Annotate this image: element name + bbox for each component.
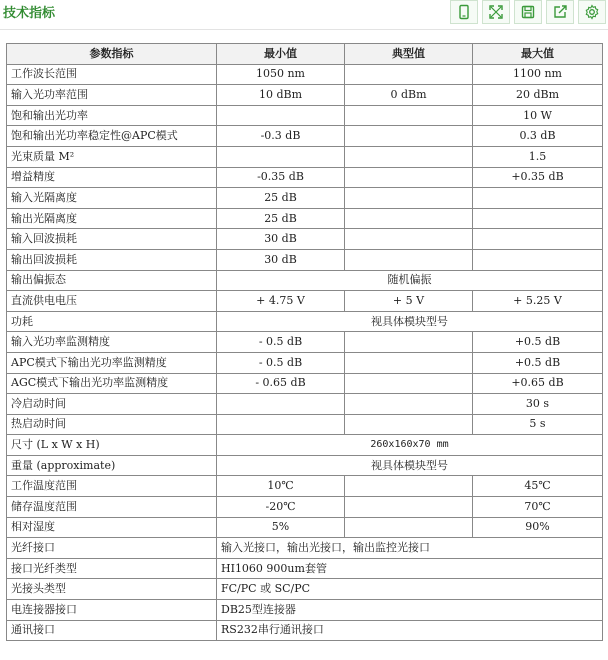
table-row xyxy=(7,579,603,600)
section-title: 技术指标 xyxy=(3,6,56,21)
param-cell: 输出光隔离度 xyxy=(7,208,217,229)
typ-value-cell xyxy=(345,188,473,209)
param-cell: 相对湿度 xyxy=(7,517,217,538)
table-row xyxy=(7,270,603,291)
header-max: 最大值 xyxy=(473,44,603,65)
typ-value-cell xyxy=(345,146,473,167)
merged-value-cell: RS232串行通讯接口 xyxy=(217,620,603,641)
table-row xyxy=(7,167,603,188)
typ-value-cell xyxy=(345,105,473,126)
param-cell: 储存温度范围 xyxy=(7,497,217,518)
min-value-cell: 10℃ xyxy=(217,476,345,497)
table-row xyxy=(7,208,603,229)
max-value-cell xyxy=(473,208,603,229)
typ-value-cell xyxy=(345,476,473,497)
min-value-cell: 1050 nm xyxy=(217,64,345,85)
param-cell: 工作波长范围 xyxy=(7,64,217,85)
header-bar xyxy=(0,0,608,26)
param-cell: 光纤接口 xyxy=(7,538,217,559)
typ-value-cell xyxy=(345,167,473,188)
table-row xyxy=(7,600,603,621)
table-row xyxy=(7,249,603,270)
table-row xyxy=(7,517,603,538)
typ-value-cell xyxy=(345,332,473,353)
table-row xyxy=(7,476,603,497)
max-value-cell: 45℃ xyxy=(473,476,603,497)
min-value-cell: 5% xyxy=(217,517,345,538)
min-value-cell: -0.35 dB xyxy=(217,167,345,188)
table-row xyxy=(7,558,603,579)
param-cell: 工作温度范围 xyxy=(7,476,217,497)
max-value-cell: 0.3 dB xyxy=(473,126,603,147)
table-row xyxy=(7,620,603,641)
table-header-row xyxy=(7,44,603,65)
mobile-view-button[interactable] xyxy=(450,0,478,24)
table-row xyxy=(7,311,603,332)
table-row xyxy=(7,85,603,106)
merged-value-cell: 随机偏振 xyxy=(217,270,603,291)
merged-value-cell: 视具体模块型号 xyxy=(217,455,603,476)
min-value-cell xyxy=(217,146,345,167)
table-row xyxy=(7,332,603,353)
table-row xyxy=(7,435,603,456)
typ-value-cell: 0 dBm xyxy=(345,85,473,106)
typ-value-cell xyxy=(345,517,473,538)
mobile-icon xyxy=(456,4,472,20)
min-value-cell xyxy=(217,105,345,126)
merged-value-cell: FC/PC 或 SC/PC xyxy=(217,579,603,600)
param-cell: 冷启动时间 xyxy=(7,394,217,415)
param-cell: 输入光隔离度 xyxy=(7,188,217,209)
min-value-cell: 30 dB xyxy=(217,249,345,270)
max-value-cell: 1.5 xyxy=(473,146,603,167)
min-value-cell xyxy=(217,414,345,435)
fullscreen-button[interactable] xyxy=(482,0,510,24)
table-row xyxy=(7,538,603,559)
header-typ: 典型值 xyxy=(345,44,473,65)
typ-value-cell xyxy=(345,373,473,394)
table-row xyxy=(7,105,603,126)
share-icon xyxy=(552,4,568,20)
typ-value-cell: + 5 V xyxy=(345,291,473,312)
max-value-cell: +0.5 dB xyxy=(473,352,603,373)
param-cell: 饱和输出光功率稳定性@APC模式 xyxy=(7,126,217,147)
param-cell: 增益精度 xyxy=(7,167,217,188)
table-row xyxy=(7,455,603,476)
max-value-cell xyxy=(473,188,603,209)
typ-value-cell xyxy=(345,497,473,518)
param-cell: 输入光功率范围 xyxy=(7,85,217,106)
min-value-cell: - 0.5 dB xyxy=(217,352,345,373)
max-value-cell: +0.35 dB xyxy=(473,167,603,188)
max-value-cell xyxy=(473,249,603,270)
merged-value-cell: DB25型连接器 xyxy=(217,600,603,621)
param-cell: 输入光功率监测精度 xyxy=(7,332,217,353)
min-value-cell: 25 dB xyxy=(217,188,345,209)
table-row xyxy=(7,373,603,394)
param-cell: 输出偏振态 xyxy=(7,270,217,291)
table-row xyxy=(7,394,603,415)
param-cell: 通讯接口 xyxy=(7,620,217,641)
table-row xyxy=(7,188,603,209)
table-row xyxy=(7,146,603,167)
param-cell: 饱和输出光功率 xyxy=(7,105,217,126)
typ-value-cell xyxy=(345,229,473,250)
table-row xyxy=(7,229,603,250)
typ-value-cell xyxy=(345,414,473,435)
typ-value-cell xyxy=(345,64,473,85)
max-value-cell: 90% xyxy=(473,517,603,538)
fullscreen-icon xyxy=(488,4,504,20)
table-row xyxy=(7,497,603,518)
typ-value-cell xyxy=(345,249,473,270)
min-value-cell: -20℃ xyxy=(217,497,345,518)
max-value-cell: 70℃ xyxy=(473,497,603,518)
save-button[interactable] xyxy=(514,0,542,24)
settings-button[interactable] xyxy=(578,0,606,24)
typ-value-cell xyxy=(345,394,473,415)
param-cell: 重量 (approximate) xyxy=(7,455,217,476)
param-cell: 尺寸 (L x W x H) xyxy=(7,435,217,456)
param-cell: 输入回波损耗 xyxy=(7,229,217,250)
param-cell: 光接头类型 xyxy=(7,579,217,600)
max-value-cell: 10 W xyxy=(473,105,603,126)
max-value-cell xyxy=(473,229,603,250)
min-value-cell: 30 dB xyxy=(217,229,345,250)
max-value-cell: 20 dBm xyxy=(473,85,603,106)
min-value-cell: - 0.65 dB xyxy=(217,373,345,394)
param-cell: 热启动时间 xyxy=(7,414,217,435)
param-cell: AGC模式下输出光功率监测精度 xyxy=(7,373,217,394)
min-value-cell xyxy=(217,394,345,415)
min-value-cell: -0.3 dB xyxy=(217,126,345,147)
min-value-cell: + 4.75 V xyxy=(217,291,345,312)
max-value-cell: 1100 nm xyxy=(473,64,603,85)
toolbar xyxy=(446,0,606,24)
merged-value-cell: 输入光接口，输出光接口，输出监控光接口 xyxy=(217,538,603,559)
max-value-cell: +0.5 dB xyxy=(473,332,603,353)
typ-value-cell xyxy=(345,352,473,373)
param-cell: 电连接器接口 xyxy=(7,600,217,621)
table-row xyxy=(7,414,603,435)
header-divider xyxy=(0,29,608,30)
table-row xyxy=(7,352,603,373)
max-value-cell: 30 s xyxy=(473,394,603,415)
settings-icon xyxy=(584,4,600,20)
header-min: 最小值 xyxy=(217,44,345,65)
min-value-cell: 10 dBm xyxy=(217,85,345,106)
typ-value-cell xyxy=(345,126,473,147)
param-cell: 接口光纤类型 xyxy=(7,558,217,579)
min-value-cell: 25 dB xyxy=(217,208,345,229)
merged-value-cell: 视具体模块型号 xyxy=(217,311,603,332)
param-cell: 光束质量 M² xyxy=(7,146,217,167)
max-value-cell: 5 s xyxy=(473,414,603,435)
param-cell: 直流供电电压 xyxy=(7,291,217,312)
spec-table-body xyxy=(7,64,603,641)
table-row xyxy=(7,126,603,147)
merged-value-cell: 260x160x70 mm xyxy=(217,435,603,456)
param-cell: 功耗 xyxy=(7,311,217,332)
table-row xyxy=(7,291,603,312)
typ-value-cell xyxy=(345,208,473,229)
save-icon xyxy=(520,4,536,20)
max-value-cell: +0.65 dB xyxy=(473,373,603,394)
min-value-cell: - 0.5 dB xyxy=(217,332,345,353)
header-param: 参数指标 xyxy=(7,44,217,65)
max-value-cell: + 5.25 V xyxy=(473,291,603,312)
param-cell: APC模式下输出光功率监测精度 xyxy=(7,352,217,373)
param-cell: 输出回波损耗 xyxy=(7,249,217,270)
share-button[interactable] xyxy=(546,0,574,24)
spec-table xyxy=(6,43,603,641)
merged-value-cell: HI1060 900um套管 xyxy=(217,558,603,579)
table-row xyxy=(7,64,603,85)
